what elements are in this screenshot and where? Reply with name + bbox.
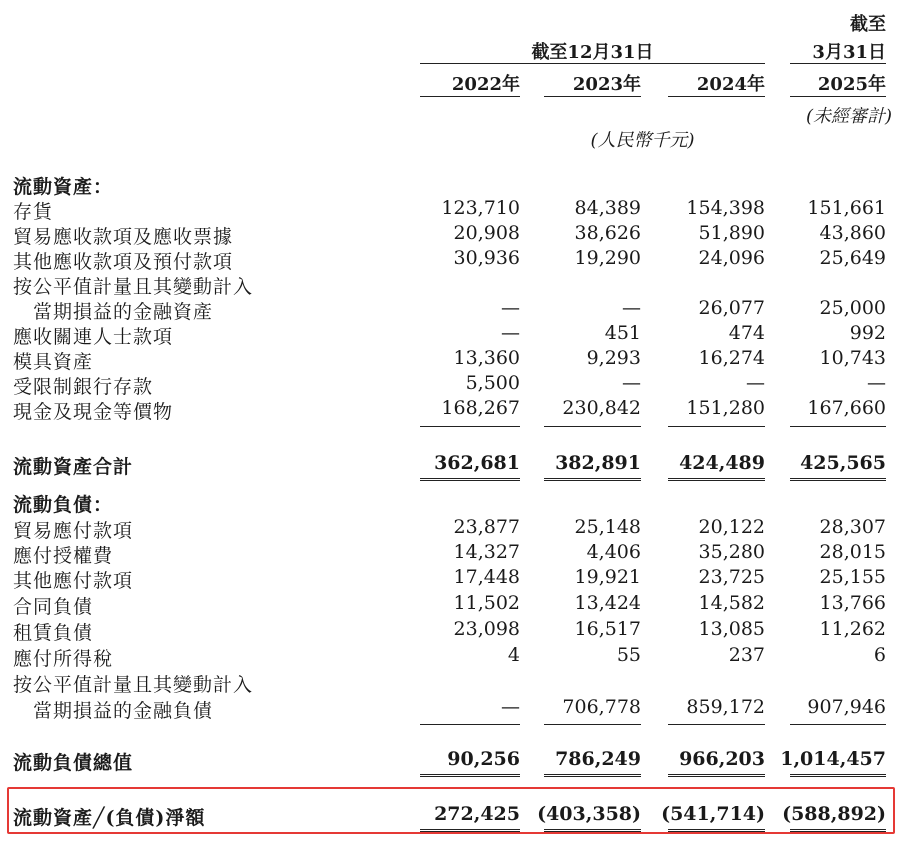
liability-label: 按公平值計量且其變動計入 bbox=[13, 674, 254, 696]
asset-value: 992 bbox=[849, 322, 886, 344]
liability-value: 35,280 bbox=[698, 541, 765, 563]
liability-value: — bbox=[501, 696, 520, 718]
asset-label: 按公平值計量且其變動計入 bbox=[13, 276, 254, 298]
unaudited-note: (未經審計) bbox=[805, 106, 892, 127]
asset-value: 230,842 bbox=[562, 397, 641, 419]
current-assets-heading: 流動資產： bbox=[13, 176, 114, 198]
asset-value: 30,936 bbox=[453, 247, 520, 269]
year-2024: 2024年 bbox=[696, 74, 765, 95]
asset-value: 19,290 bbox=[574, 247, 641, 269]
unit-label: (人民幣千元) bbox=[590, 130, 695, 151]
liabilities-total-double-rule bbox=[544, 774, 641, 780]
asset-value: 123,710 bbox=[441, 197, 520, 219]
liability-value: 4 bbox=[507, 644, 520, 666]
asset-label: 貿易應收款項及應收票據 bbox=[13, 226, 234, 248]
header-last-label-line1: 截至 bbox=[850, 14, 886, 35]
liability-label: 合同負債 bbox=[13, 596, 94, 618]
liabilities-total-value: 90,256 bbox=[447, 748, 520, 770]
asset-label: 模具資產 bbox=[13, 351, 94, 373]
asset-value: 20,908 bbox=[453, 222, 520, 244]
net-value: 272,425 bbox=[434, 803, 520, 825]
net-value: (541,714) bbox=[661, 803, 765, 825]
assets-total-double-rule bbox=[668, 478, 765, 484]
asset-value: 25,649 bbox=[819, 247, 886, 269]
asset-value: — bbox=[501, 322, 520, 344]
net-row-highlight-box bbox=[7, 787, 895, 834]
asset-label: 受限制銀行存款 bbox=[13, 376, 154, 398]
liability-value: 23,877 bbox=[453, 516, 520, 538]
liability-value: 25,155 bbox=[819, 566, 886, 588]
liability-value: 11,262 bbox=[819, 618, 886, 640]
assets-subtotal-rule bbox=[544, 426, 641, 427]
liability-value: 6 bbox=[873, 644, 886, 666]
asset-value: 26,077 bbox=[698, 297, 765, 319]
liability-value: 14,582 bbox=[698, 592, 765, 614]
year-underline-2 bbox=[544, 96, 641, 97]
asset-value: 84,389 bbox=[574, 197, 641, 219]
liability-value: 17,448 bbox=[453, 566, 520, 588]
current-liabilities-total-label: 流動負債總值 bbox=[13, 752, 134, 774]
asset-value: 10,743 bbox=[819, 347, 886, 369]
liabilities-total-double-rule bbox=[420, 774, 520, 780]
asset-label: 存貨 bbox=[13, 201, 54, 223]
liability-value: 4,406 bbox=[586, 541, 641, 563]
assets-subtotal-rule bbox=[790, 426, 886, 427]
asset-value: 154,398 bbox=[686, 197, 765, 219]
asset-value: — bbox=[622, 372, 641, 394]
year-2022: 2022年 bbox=[451, 74, 520, 95]
header-last-label-line2: 3月31日 bbox=[812, 42, 886, 63]
asset-value: 5,500 bbox=[465, 372, 520, 394]
liability-value: 13,085 bbox=[698, 618, 765, 640]
asset-value: — bbox=[867, 372, 886, 394]
net-value: (588,892) bbox=[782, 803, 886, 825]
liability-label: 其他應付款項 bbox=[13, 570, 134, 592]
liabilities-subtotal-rule bbox=[544, 724, 641, 725]
liabilities-total-value: 786,249 bbox=[555, 748, 641, 770]
header-last-underline bbox=[790, 63, 886, 64]
year-underline-3 bbox=[668, 96, 765, 97]
asset-value: 451 bbox=[604, 322, 641, 344]
net-current-label: 流動資產╱(負債)淨額 bbox=[13, 807, 206, 829]
asset-value: 16,274 bbox=[698, 347, 765, 369]
asset-value: 167,660 bbox=[807, 397, 886, 419]
year-underline-1 bbox=[420, 96, 520, 97]
current-liabilities-heading: 流動負債： bbox=[13, 494, 114, 516]
assets-total-double-rule bbox=[544, 478, 641, 484]
current-assets-total-label: 流動資產合計 bbox=[13, 456, 134, 478]
liability-value: 23,098 bbox=[453, 618, 520, 640]
liability-value: 25,148 bbox=[574, 516, 641, 538]
header-span-label: 截至12月31日 bbox=[531, 42, 654, 63]
asset-value: 474 bbox=[728, 322, 765, 344]
liability-value: 13,424 bbox=[574, 592, 641, 614]
asset-value: 43,860 bbox=[819, 222, 886, 244]
liabilities-total-double-rule bbox=[668, 774, 765, 780]
liability-value: 859,172 bbox=[686, 696, 765, 718]
liability-label: 應付授權費 bbox=[13, 545, 114, 567]
liabilities-total-double-rule bbox=[790, 774, 886, 780]
asset-value: 25,000 bbox=[819, 297, 886, 319]
liability-value: 20,122 bbox=[698, 516, 765, 538]
liabilities-subtotal-rule bbox=[790, 724, 886, 725]
asset-value: — bbox=[746, 372, 765, 394]
liability-label: 貿易應付款項 bbox=[13, 520, 134, 542]
asset-value: 51,890 bbox=[698, 222, 765, 244]
assets-subtotal-rule bbox=[420, 426, 520, 427]
asset-value: 151,661 bbox=[807, 197, 886, 219]
liability-value: 11,502 bbox=[453, 592, 520, 614]
liability-value: 14,327 bbox=[453, 541, 520, 563]
liability-value: 28,307 bbox=[819, 516, 886, 538]
asset-label-indented: 當期損益的金融資產 bbox=[33, 301, 214, 323]
asset-value: 24,096 bbox=[698, 247, 765, 269]
liability-value: 706,778 bbox=[562, 696, 641, 718]
header-span-underline bbox=[420, 63, 765, 64]
liability-label-indented: 當期損益的金融負債 bbox=[33, 700, 214, 722]
liability-value: 19,921 bbox=[574, 566, 641, 588]
liability-value: 13,766 bbox=[819, 592, 886, 614]
net-value: (403,358) bbox=[537, 803, 641, 825]
assets-subtotal-rule bbox=[668, 426, 765, 427]
asset-value: 9,293 bbox=[586, 347, 641, 369]
year-2025: 2025年 bbox=[817, 74, 886, 95]
asset-label: 現金及現金等價物 bbox=[13, 401, 174, 423]
asset-value: — bbox=[622, 297, 641, 319]
asset-label: 其他應收款項及預付款項 bbox=[13, 251, 234, 273]
asset-value: 13,360 bbox=[453, 347, 520, 369]
assets-total-double-rule bbox=[790, 478, 886, 484]
assets-total-value: 382,891 bbox=[555, 452, 641, 474]
liability-label: 應付所得稅 bbox=[13, 648, 114, 670]
liability-label: 租賃負債 bbox=[13, 622, 94, 644]
liability-value: 55 bbox=[616, 644, 641, 666]
assets-total-value: 362,681 bbox=[434, 452, 520, 474]
year-underline-4 bbox=[790, 96, 886, 97]
assets-total-value: 424,489 bbox=[679, 452, 765, 474]
liability-value: 907,946 bbox=[807, 696, 886, 718]
year-2023: 2023年 bbox=[572, 74, 641, 95]
liabilities-subtotal-rule bbox=[420, 724, 520, 725]
asset-value: — bbox=[501, 297, 520, 319]
liability-value: 28,015 bbox=[819, 541, 886, 563]
liabilities-subtotal-rule bbox=[668, 724, 765, 725]
asset-value: 168,267 bbox=[441, 397, 520, 419]
liability-value: 23,725 bbox=[698, 566, 765, 588]
asset-value: 151,280 bbox=[686, 397, 765, 419]
asset-value: 38,626 bbox=[574, 222, 641, 244]
liability-value: 237 bbox=[728, 644, 765, 666]
asset-label: 應收關連人士款項 bbox=[13, 326, 174, 348]
liabilities-total-value: 1,014,457 bbox=[780, 748, 886, 770]
assets-total-double-rule bbox=[420, 478, 520, 484]
liabilities-total-value: 966,203 bbox=[679, 748, 765, 770]
assets-total-value: 425,565 bbox=[800, 452, 886, 474]
liability-value: 16,517 bbox=[574, 618, 641, 640]
